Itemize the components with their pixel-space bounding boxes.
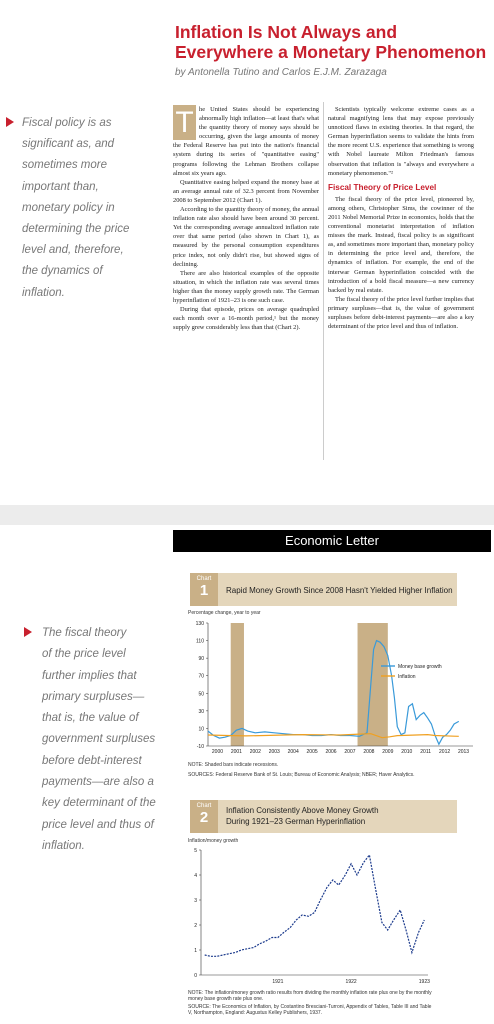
y-tick-label: 5 bbox=[194, 848, 197, 854]
publication-banner: Economic Letter bbox=[173, 530, 491, 552]
y-tick-label: 4 bbox=[194, 873, 197, 879]
pull-quote-line: significant as, and bbox=[22, 138, 115, 151]
x-tick-label: 1922 bbox=[345, 979, 357, 985]
pull-quote-line: important than, bbox=[22, 180, 99, 193]
title-line-2: Everywhere a Monetary Phenomenon bbox=[175, 42, 487, 62]
series-line bbox=[205, 855, 425, 956]
y-tick-label: -10 bbox=[196, 744, 204, 750]
chart-1-plot bbox=[183, 618, 483, 758]
chart-1-number-box bbox=[190, 573, 218, 606]
article-column-left bbox=[173, 105, 319, 332]
y-tick-label: 10 bbox=[198, 726, 204, 733]
y-tick-label: 90 bbox=[198, 656, 204, 663]
y-tick-label: 50 bbox=[198, 691, 204, 698]
pull-quote-line: before debt-interest bbox=[42, 754, 142, 767]
article-page-1 bbox=[0, 0, 494, 505]
chart-label: Chart bbox=[196, 576, 212, 582]
paragraph: Quantitative easing helped expand the money base at an average annual rate of 32.3 percent from November 2008 to September 2012 (Chart 1). bbox=[173, 178, 319, 204]
legend-label: Inflation bbox=[398, 674, 416, 680]
x-tick-label: 2010 bbox=[401, 749, 413, 755]
section-heading: Fiscal Theory of Price Level bbox=[328, 182, 437, 192]
y-tick-label: 1 bbox=[194, 948, 197, 954]
pull-quote-line: Fiscal policy is as bbox=[22, 117, 112, 129]
paragraph: he United States should be experiencing abnormally high inflation—at least that's what the quantity theory of money says should be occurring, given the large amounts of money the Federal Reserve has put into the nation's financial system during its series of "quantitative easing" programs following the Lehman Brothers collapse almost six years ago. bbox=[173, 106, 319, 177]
column-divider bbox=[323, 102, 324, 460]
chart-1-sources: SOURCES: Federal Reserve Bank of St. Louis; Bureau of Economic Analysis; NBER; Haver Analytics. bbox=[188, 772, 415, 778]
paragraph: The fiscal theory of the price level, pioneered by, among others, Christopher Sims, the cowinner of the 2011 Nobel Memorial Prize in economics, holds that the conventional monetarist interpretation of inflation misses the mark. Instead, fiscal policy is as significant as, and sometimes more important than, monetary policy in determining the price level and, therefore, the dynamics of inflation. For example, the end of the interwar German hyperinflation coincided with the introduction of a bold fiscal measure—a new currency backed by real estate. bbox=[328, 195, 474, 294]
pull-quote-line: inflation. bbox=[22, 286, 65, 299]
y-tick-label: 70 bbox=[198, 673, 204, 680]
pull-quote-marker-icon bbox=[24, 627, 32, 637]
x-tick-label: 2009 bbox=[382, 749, 394, 755]
chart-1-title: Rapid Money Growth Since 2008 Hasn't Yielded Higher Inflation bbox=[226, 586, 453, 595]
series-line bbox=[208, 641, 459, 745]
recession-shading bbox=[231, 623, 244, 746]
pull-quote-line: determining the price bbox=[22, 223, 130, 236]
page-separator bbox=[0, 505, 494, 525]
y-tick-label: 2 bbox=[194, 923, 197, 929]
article-title bbox=[175, 22, 490, 62]
chart-2-header bbox=[190, 800, 457, 833]
pull-quote bbox=[22, 113, 150, 304]
pull-quote-line: inflation. bbox=[42, 839, 85, 852]
paragraph: The fiscal theory of the price level further implies that primary surpluses—that is, the value of government surpluses before debt-interest payments—are also a key determinant of the price level and thus of inflation. bbox=[328, 295, 474, 331]
paragraph: During that episode, prices on average quadrupled each month over a 16-month period,¹ but the money supply grew considerably less than that (Chart 2). bbox=[173, 306, 319, 332]
x-tick-label: 1923 bbox=[418, 979, 430, 985]
pull-quote-line: the dynamics of bbox=[22, 265, 103, 278]
pull-quote-line: level and, therefore, bbox=[22, 244, 124, 257]
pull-quote-line: price level and thus of bbox=[42, 818, 154, 831]
pull-quote-line: government surpluses bbox=[42, 733, 156, 746]
x-tick-label: 2007 bbox=[344, 749, 356, 755]
y-tick-label: 3 bbox=[194, 898, 197, 904]
x-tick-label: 2004 bbox=[287, 749, 299, 755]
x-tick-label: 2001 bbox=[230, 749, 242, 755]
chart-2-source: SOURCE: The Economics of Inflation, by Costantino Bresciani-Turroni, Appendix of Tables, Table III and Table V, Northampton, England: Augustus Kelley Publishers, 1937. bbox=[188, 1004, 432, 1017]
x-tick-label: 2000 bbox=[211, 749, 224, 755]
pull-quote-line: sometimes more bbox=[22, 159, 107, 172]
pull-quote-line: primary surpluses— bbox=[42, 690, 145, 703]
x-tick-label: 2011 bbox=[420, 749, 432, 755]
x-tick-label: 2002 bbox=[249, 749, 261, 755]
legend-label: Money base growth bbox=[398, 664, 442, 670]
x-tick-label: 2008 bbox=[363, 749, 375, 755]
x-tick-label: 2003 bbox=[268, 749, 280, 755]
x-tick-label: 2013 bbox=[457, 749, 470, 755]
chart-2-number-box bbox=[190, 800, 218, 833]
pull-quote-line: The fiscal theory bbox=[42, 627, 127, 639]
recession-shading bbox=[358, 623, 388, 746]
pull-quote-line: further implies that bbox=[42, 669, 137, 682]
chart-2-title-line-1: Inflation Consistently Above Money Growth bbox=[226, 806, 379, 815]
chart-2-unit-label: Inflation/money growth bbox=[188, 838, 239, 844]
chart-number: 2 bbox=[199, 809, 209, 826]
x-tick-label: 2006 bbox=[325, 749, 337, 755]
x-tick-label: 1921 bbox=[272, 979, 284, 985]
chart-2-title-line-2: During 1921–23 German Hyperinflation bbox=[226, 817, 366, 826]
x-tick-label: 2012 bbox=[439, 749, 451, 755]
y-tick-label: 130 bbox=[195, 621, 204, 627]
y-tick-label: 30 bbox=[198, 708, 204, 715]
paragraph: According to the quantity theory of money, the annual inflation rate also should have been around 30 percent. Yet the corresponding average annualized inflation rate over that same period (also shown in Chart 1), as measured by the personal consumption expenditures price index, not only didn't rise, but showed signs of declining. bbox=[173, 206, 319, 268]
pull-quote-line: monetary policy in bbox=[22, 201, 115, 214]
y-tick-label: 110 bbox=[196, 638, 204, 645]
pull-quote-line: of the price level bbox=[42, 648, 126, 661]
pull-quote bbox=[42, 623, 167, 857]
chart-label: Chart bbox=[196, 803, 212, 809]
pull-quote-line: that is, the value of bbox=[42, 712, 139, 725]
chart-2-note: NOTE: The inflation/money growth ratio results from dividing the monthly inflation rate plus one by the monthly money base growth rate plus one. bbox=[188, 990, 432, 1003]
article-column-right bbox=[328, 105, 474, 331]
chart-1-header bbox=[190, 573, 457, 606]
drop-cap: T bbox=[173, 105, 196, 140]
byline: by Antonella Tutino and Carlos E.J.M. Zarazaga bbox=[175, 67, 387, 78]
x-tick-label: 2005 bbox=[306, 749, 318, 755]
paragraph: Scientists typically welcome extreme cases as a natural magnifying lens that may expose previously unnoticed flaws in existing theories. In that regard, the German hyperinflation seems to validate the hints from the more recent U.S. experience that something is wrong with Nobel laureate Milton Friedman's famous observation that inflation is "always and everywhere a monetary phenomenon."² bbox=[328, 106, 474, 177]
chart-number: 1 bbox=[199, 582, 209, 599]
chart-2-title bbox=[226, 805, 379, 827]
chart-1-unit-label: Percentage change, year to year bbox=[188, 610, 261, 616]
chart-2-plot bbox=[183, 845, 443, 990]
y-tick-label: 0 bbox=[194, 973, 197, 979]
paragraph: There are also historical examples of the opposite situation, in which the inflation rate was several times higher than the money supply growth rate. The German hyperinflation of 1921–23 is one such case. bbox=[173, 269, 319, 304]
pull-quote-line: payments—are also a bbox=[42, 776, 154, 789]
title-line-1: Inflation Is Not Always and bbox=[175, 22, 398, 42]
pull-quote-line: key determinant of the bbox=[42, 797, 156, 810]
pull-quote-marker-icon bbox=[6, 117, 14, 127]
chart-1-note: NOTE: Shaded bars indicate recessions. bbox=[188, 762, 279, 768]
